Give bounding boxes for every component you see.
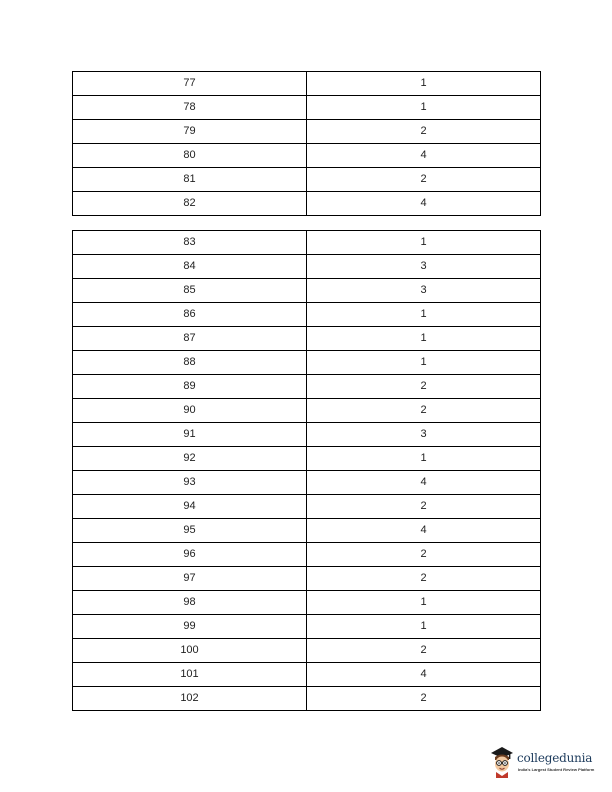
answer-key-cell: 1 xyxy=(307,615,541,639)
table-row xyxy=(73,495,541,519)
table-row xyxy=(73,327,541,351)
table-row xyxy=(73,591,541,615)
question-number-cell: 83 xyxy=(73,231,307,255)
table-row xyxy=(73,120,541,144)
question-number-cell: 99 xyxy=(73,615,307,639)
answer-key-cell: 1 xyxy=(307,447,541,471)
table-row xyxy=(73,471,541,495)
answer-table-body xyxy=(73,231,541,711)
table-row xyxy=(73,519,541,543)
table-row xyxy=(73,567,541,591)
question-number-cell: 81 xyxy=(73,168,307,192)
table-row xyxy=(73,375,541,399)
question-number-cell: 86 xyxy=(73,303,307,327)
question-number-cell: 92 xyxy=(73,447,307,471)
answer-key-cell: 2 xyxy=(307,567,541,591)
table-row xyxy=(73,639,541,663)
logo-tagline: India's Largest Student Review Platform xyxy=(518,767,595,772)
answer-key-cell: 2 xyxy=(307,639,541,663)
question-number-cell: 80 xyxy=(73,144,307,168)
collegedunia-logo[interactable] xyxy=(490,744,608,784)
question-number-cell: 87 xyxy=(73,327,307,351)
table-row xyxy=(73,447,541,471)
table-row xyxy=(73,663,541,687)
table-row xyxy=(73,303,541,327)
question-number-cell: 89 xyxy=(73,375,307,399)
answer-key-cell: 1 xyxy=(307,303,541,327)
table-row xyxy=(73,399,541,423)
answer-key-cell: 1 xyxy=(307,327,541,351)
student-mascot-icon xyxy=(490,744,514,780)
table-row xyxy=(73,144,541,168)
answer-key-cell: 2 xyxy=(307,399,541,423)
table-row xyxy=(73,615,541,639)
question-number-cell: 96 xyxy=(73,543,307,567)
question-number-cell: 93 xyxy=(73,471,307,495)
answer-table-body xyxy=(73,72,541,216)
question-number-cell: 94 xyxy=(73,495,307,519)
answer-key-cell: 1 xyxy=(307,591,541,615)
answer-table-1 xyxy=(72,71,541,216)
answer-key-cell: 4 xyxy=(307,192,541,216)
answer-key-cell: 2 xyxy=(307,687,541,711)
table-row xyxy=(73,423,541,447)
answer-key-cell: 3 xyxy=(307,423,541,447)
question-number-cell: 79 xyxy=(73,120,307,144)
question-number-cell: 98 xyxy=(73,591,307,615)
table-row xyxy=(73,543,541,567)
table-row xyxy=(73,279,541,303)
question-number-cell: 90 xyxy=(73,399,307,423)
table-row xyxy=(73,168,541,192)
answer-key-cell: 1 xyxy=(307,351,541,375)
answer-table-2 xyxy=(72,230,541,711)
answer-key-cell: 4 xyxy=(307,663,541,687)
question-number-cell: 77 xyxy=(73,72,307,96)
answer-key-cell: 2 xyxy=(307,543,541,567)
question-number-cell: 85 xyxy=(73,279,307,303)
question-number-cell: 100 xyxy=(73,639,307,663)
answer-key-cell: 2 xyxy=(307,495,541,519)
question-number-cell: 82 xyxy=(73,192,307,216)
answer-key-cell: 1 xyxy=(307,231,541,255)
answer-key-cell: 1 xyxy=(307,96,541,120)
answer-key-cell: 2 xyxy=(307,168,541,192)
question-number-cell: 84 xyxy=(73,255,307,279)
answer-key-cell: 1 xyxy=(307,72,541,96)
answer-key-cell: 4 xyxy=(307,144,541,168)
table-row xyxy=(73,687,541,711)
question-number-cell: 97 xyxy=(73,567,307,591)
question-number-cell: 101 xyxy=(73,663,307,687)
answer-key-cell: 2 xyxy=(307,375,541,399)
table-row xyxy=(73,96,541,120)
logo-name: collegedunia xyxy=(517,751,593,765)
question-number-cell: 91 xyxy=(73,423,307,447)
table-row xyxy=(73,231,541,255)
answer-key-cell: 4 xyxy=(307,519,541,543)
question-number-cell: 88 xyxy=(73,351,307,375)
table-row xyxy=(73,192,541,216)
answer-key-cell: 4 xyxy=(307,471,541,495)
question-number-cell: 95 xyxy=(73,519,307,543)
question-number-cell: 78 xyxy=(73,96,307,120)
table-row xyxy=(73,255,541,279)
question-number-cell: 102 xyxy=(73,687,307,711)
answer-key-cell: 2 xyxy=(307,120,541,144)
answer-key-cell: 3 xyxy=(307,279,541,303)
table-row xyxy=(73,351,541,375)
table-row xyxy=(73,72,541,96)
answer-key-cell: 3 xyxy=(307,255,541,279)
